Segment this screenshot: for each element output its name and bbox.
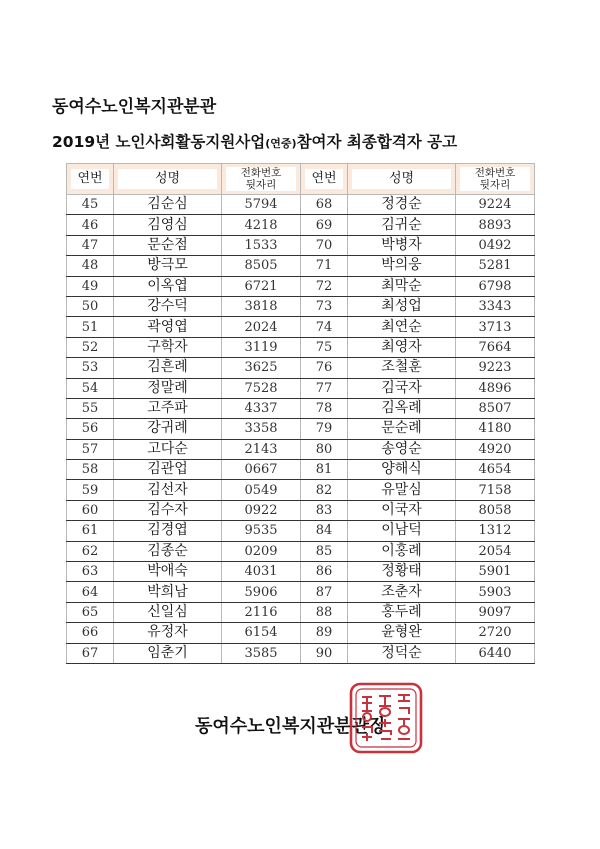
entry-number: 56: [67, 419, 114, 439]
entry-number: 75: [301, 337, 348, 357]
entry-number: 61: [67, 521, 114, 541]
entry-name: 강귀례: [114, 419, 222, 439]
table-row: [67, 521, 535, 541]
entry-phone: 3585: [222, 643, 301, 663]
entry-number: 50: [67, 296, 114, 316]
entry-name: 김영심: [114, 215, 222, 235]
entry-number: 54: [67, 378, 114, 398]
entry-number: 46: [67, 215, 114, 235]
entry-name: 박희남: [114, 582, 222, 602]
table-row: [67, 195, 535, 215]
table-row: [67, 623, 535, 643]
title-main: 2019년 노인사회활동지원사업: [52, 133, 266, 151]
entry-number: 84: [301, 521, 348, 541]
entry-name: 임춘기: [114, 643, 222, 663]
header-phone-left: 전화번호 뒷자리: [222, 164, 301, 195]
entry-phone: 7158: [456, 480, 535, 500]
entry-phone: 0667: [222, 460, 301, 480]
entry-phone: 4896: [456, 378, 535, 398]
entry-name: 문순점: [114, 235, 222, 255]
table-header-row: [67, 164, 535, 195]
entry-phone: 3119: [222, 337, 301, 357]
entry-phone: 4031: [222, 562, 301, 582]
table-row: [67, 480, 535, 500]
entry-phone: 2116: [222, 602, 301, 622]
table-row: [67, 602, 535, 622]
table-row: [67, 562, 535, 582]
title-paren: (연중): [265, 137, 297, 150]
entry-name: 박애숙: [114, 562, 222, 582]
entry-name: 문순례: [348, 419, 456, 439]
table-row: [67, 215, 535, 235]
entry-number: 81: [301, 460, 348, 480]
entry-phone: 1312: [456, 521, 535, 541]
entry-number: 72: [301, 276, 348, 296]
entry-phone: 8058: [456, 500, 535, 520]
signature-line: 동여수노인복지관분관장: [195, 716, 387, 737]
entry-phone: 0549: [222, 480, 301, 500]
entry-number: 88: [301, 602, 348, 622]
table-row: [67, 460, 535, 480]
entry-number: 82: [301, 480, 348, 500]
entry-phone: 2054: [456, 541, 535, 561]
table-row: [67, 398, 535, 418]
entry-name: 최연순: [348, 317, 456, 337]
entry-name: 김옥례: [348, 398, 456, 418]
entry-phone: 9097: [456, 602, 535, 622]
table-row: [67, 296, 535, 316]
document-title: [52, 130, 457, 152]
table-row: [67, 439, 535, 459]
entry-number: 69: [301, 215, 348, 235]
entry-phone: 5281: [456, 256, 535, 276]
entry-name: 신일심: [114, 602, 222, 622]
entry-number: 68: [301, 195, 348, 215]
entry-number: 86: [301, 562, 348, 582]
entry-number: 45: [67, 195, 114, 215]
entry-number: 52: [67, 337, 114, 357]
table-row: [67, 541, 535, 561]
entry-name: 정황태: [348, 562, 456, 582]
entry-phone: 0209: [222, 541, 301, 561]
entry-number: 83: [301, 500, 348, 520]
results-table: [66, 163, 535, 664]
entry-name: 최막순: [348, 276, 456, 296]
entry-number: 76: [301, 358, 348, 378]
entry-phone: 7528: [222, 378, 301, 398]
entry-number: 60: [67, 500, 114, 520]
entry-name: 윤형완: [348, 623, 456, 643]
entry-phone: 5903: [456, 582, 535, 602]
entry-number: 51: [67, 317, 114, 337]
table-row: [67, 500, 535, 520]
entry-phone: 5906: [222, 582, 301, 602]
entry-number: 64: [67, 582, 114, 602]
entry-number: 85: [301, 541, 348, 561]
entry-name: 유정자: [114, 623, 222, 643]
entry-number: 70: [301, 235, 348, 255]
entry-name: 조춘자: [348, 582, 456, 602]
table-row: [67, 358, 535, 378]
entry-phone: 8507: [456, 398, 535, 418]
table-row: [67, 317, 535, 337]
entry-name: 김국자: [348, 378, 456, 398]
entry-name: 박병자: [348, 235, 456, 255]
entry-phone: 9223: [456, 358, 535, 378]
entry-phone: 6721: [222, 276, 301, 296]
organization-title: 동여수노인복지관분관: [52, 97, 217, 117]
entry-phone: 6798: [456, 276, 535, 296]
entry-phone: 3625: [222, 358, 301, 378]
entry-name: 방극모: [114, 256, 222, 276]
entry-number: 90: [301, 643, 348, 663]
header-no-left: 연번: [67, 164, 114, 195]
entry-phone: 7664: [456, 337, 535, 357]
entry-name: 정경순: [348, 195, 456, 215]
entry-name: 김수자: [114, 500, 222, 520]
entry-name: 구학자: [114, 337, 222, 357]
entry-name: 이국자: [348, 500, 456, 520]
entry-number: 73: [301, 296, 348, 316]
entry-name: 김흔례: [114, 358, 222, 378]
header-name-left: 성명: [114, 164, 222, 195]
entry-name: 고다순: [114, 439, 222, 459]
entry-number: 66: [67, 623, 114, 643]
entry-phone: 1533: [222, 235, 301, 255]
entry-number: 78: [301, 398, 348, 418]
entry-number: 57: [67, 439, 114, 459]
entry-name: 김관업: [114, 460, 222, 480]
entry-phone: 4337: [222, 398, 301, 418]
entry-number: 63: [67, 562, 114, 582]
table-row: [67, 582, 535, 602]
entry-name: 곽영엽: [114, 317, 222, 337]
entry-phone: 5794: [222, 195, 301, 215]
entry-number: 49: [67, 276, 114, 296]
entry-phone: 0922: [222, 500, 301, 520]
entry-name: 조철훈: [348, 358, 456, 378]
entry-name: 홍두례: [348, 602, 456, 622]
entry-phone: 9535: [222, 521, 301, 541]
entry-phone: 8893: [456, 215, 535, 235]
entry-name: 김선자: [114, 480, 222, 500]
entry-phone: 3358: [222, 419, 301, 439]
title-rest: 참여자 최종합격자 공고: [296, 133, 458, 151]
entry-name: 김종순: [114, 541, 222, 561]
entry-phone: 8505: [222, 256, 301, 276]
entry-number: 77: [301, 378, 348, 398]
entry-number: 59: [67, 480, 114, 500]
entry-number: 53: [67, 358, 114, 378]
entry-number: 79: [301, 419, 348, 439]
header-phone-right: 전화번호 뒷자리: [456, 164, 535, 195]
entry-phone: 4180: [456, 419, 535, 439]
entry-number: 62: [67, 541, 114, 561]
table-row: [67, 235, 535, 255]
entry-phone: 2720: [456, 623, 535, 643]
entry-name: 유말심: [348, 480, 456, 500]
entry-number: 71: [301, 256, 348, 276]
entry-phone: 4654: [456, 460, 535, 480]
entry-name: 이홍례: [348, 541, 456, 561]
entry-number: 67: [67, 643, 114, 663]
table-row: [67, 419, 535, 439]
table-row: [67, 643, 535, 663]
entry-name: 이남덕: [348, 521, 456, 541]
entry-number: 87: [301, 582, 348, 602]
entry-phone: 6154: [222, 623, 301, 643]
entry-name: 이옥엽: [114, 276, 222, 296]
entry-name: 송영순: [348, 439, 456, 459]
entry-name: 박의웅: [348, 256, 456, 276]
entry-phone: 2024: [222, 317, 301, 337]
entry-number: 74: [301, 317, 348, 337]
entry-number: 55: [67, 398, 114, 418]
entry-number: 48: [67, 256, 114, 276]
entry-phone: 6440: [456, 643, 535, 663]
entry-name: 김순심: [114, 195, 222, 215]
entry-phone: 0492: [456, 235, 535, 255]
table-row: [67, 276, 535, 296]
table-row: [67, 256, 535, 276]
entry-phone: 5901: [456, 562, 535, 582]
entry-phone: 4218: [222, 215, 301, 235]
entry-number: 65: [67, 602, 114, 622]
header-name-right: 성명: [348, 164, 456, 195]
entry-name: 정말례: [114, 378, 222, 398]
entry-name: 정덕순: [348, 643, 456, 663]
table-row: [67, 378, 535, 398]
entry-phone: 3818: [222, 296, 301, 316]
table-row: [67, 337, 535, 357]
entry-phone: 9224: [456, 195, 535, 215]
entry-number: 80: [301, 439, 348, 459]
header-no-right: 연번: [301, 164, 348, 195]
entry-number: 89: [301, 623, 348, 643]
entry-phone: 3343: [456, 296, 535, 316]
entry-phone: 2143: [222, 439, 301, 459]
entry-name: 김귀순: [348, 215, 456, 235]
entry-name: 양해식: [348, 460, 456, 480]
entry-name: 강수덕: [114, 296, 222, 316]
entry-number: 47: [67, 235, 114, 255]
entry-name: 고주파: [114, 398, 222, 418]
entry-name: 최영자: [348, 337, 456, 357]
entry-phone: 4920: [456, 439, 535, 459]
entry-name: 최성업: [348, 296, 456, 316]
official-seal-icon: [348, 681, 424, 755]
entry-phone: 3713: [456, 317, 535, 337]
entry-number: 58: [67, 460, 114, 480]
entry-name: 김경엽: [114, 521, 222, 541]
